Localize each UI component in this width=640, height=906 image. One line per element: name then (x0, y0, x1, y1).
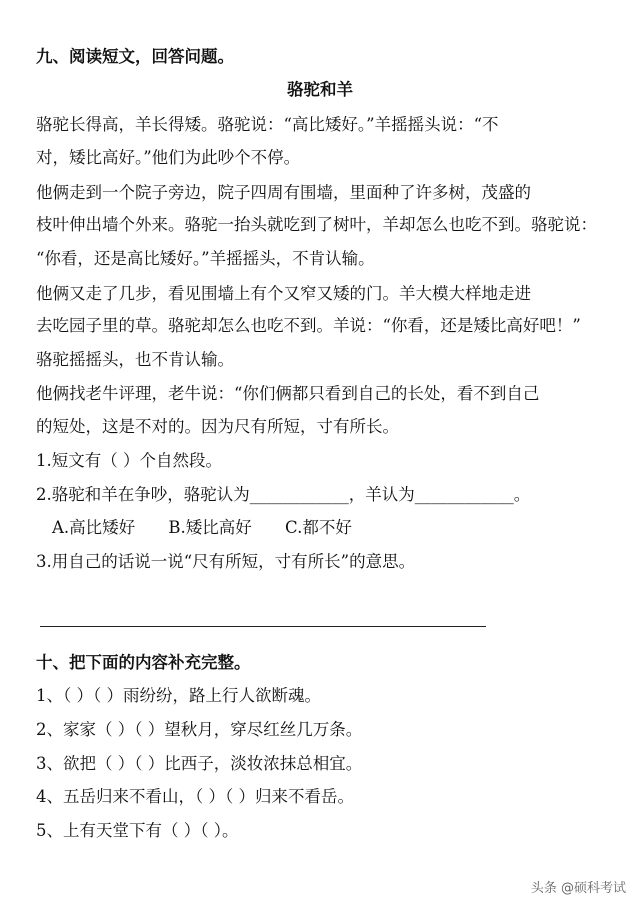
option-a: A.高比矮好 (52, 518, 136, 537)
fill-item: 2、家家（ ）（ ）望秋月，穿尽红丝几万条。 (36, 720, 363, 739)
fill-item: 1、（ ）（ ）雨纷纷，路上行人欲断魂。 (36, 686, 321, 705)
passage-title: 骆驼和羊 (287, 80, 353, 99)
watermark: 头条 @硕科考试 (530, 881, 626, 896)
section-10-heading: 十、把下面的内容补充完整。 (36, 653, 251, 672)
fill-item: 5、上有天堂下有（ ）（ ）。 (36, 821, 239, 840)
question-1: 1.短文有（ ）个自然段。 (36, 451, 222, 470)
question-3: 3.用自己的话说一说“尺有所短，寸有所长”的意思。 (36, 552, 416, 571)
passage-line: 对，矮比高好。”他们为此吵个不停。 (36, 148, 301, 167)
passage-line: 他俩走到一个院子旁边，院子四周有围墙，里面种了许多树，茂盛的 (36, 183, 531, 202)
passage-line: 去吃园子里的草。骆驼却怎么也吃不到。羊说：“你看，还是矮比高好吧！” (36, 316, 581, 335)
fill-item: 3、欲把（ ）（ ）比西子，淡妆浓抹总相宜。 (36, 754, 363, 773)
fill-item: 4、五岳归来不看山，（ ）（ ）归来不看岳。 (36, 787, 354, 806)
passage-line: 的短处，这是不对的。因为尺有所短，寸有所长。 (36, 417, 399, 436)
passage-line: 他俩又走了几步，看见围墙上有个又窄又矮的门。羊大模大样地走进 (36, 284, 531, 303)
passage-line: 他俩找老牛评理，老牛说：“你们俩都只看到自己的长处，看不到自己 (36, 384, 540, 403)
question-2: 2.骆驼和羊在争吵，骆驼认为____________，羊认为____________。 (36, 485, 531, 504)
passage-line: 骆驼长得高，羊长得矮。骆驼说：“高比矮好。”羊摇摇头说：“不 (36, 115, 499, 134)
answer-line (40, 626, 486, 627)
passage-line: “你看，还是高比矮好。”羊摇摇头，不肯认输。 (36, 249, 375, 268)
option-c: C.都不好 (285, 518, 352, 537)
option-b: B.矮比高好 (168, 518, 252, 537)
passage-line: 骆驼摇摇头，也不肯认输。 (36, 350, 234, 369)
section-9-heading: 九、阅读短文，回答问题。 (36, 47, 234, 66)
question-2-options (52, 518, 352, 538)
passage-line: 枝叶伸出墙个外来。骆驼一抬头就吃到了树叶，羊却怎么也吃不到。骆驼说： (36, 215, 597, 234)
